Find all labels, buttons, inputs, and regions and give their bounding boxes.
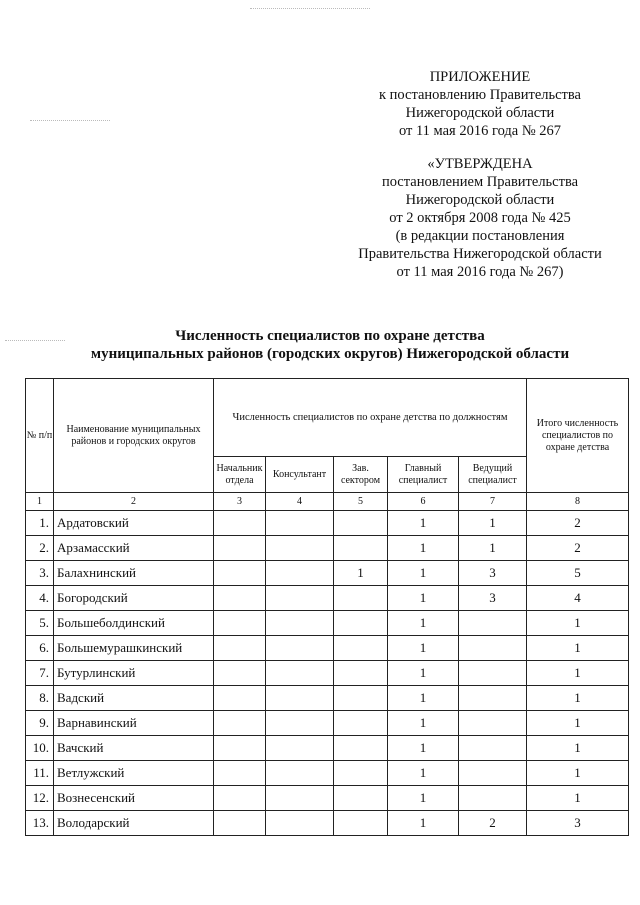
row-index: 3. [26, 561, 54, 586]
municipality-name: Богородский [54, 586, 214, 611]
cell-head-of-dept [214, 736, 266, 761]
cell-sector-head [334, 511, 388, 536]
cell-leading-specialist [459, 686, 527, 711]
municipality-name: Балахнинский [54, 561, 214, 586]
cell-leading-specialist [459, 761, 527, 786]
cell-sector-head [334, 536, 388, 561]
appendix-block [330, 68, 630, 140]
table-row [26, 786, 629, 811]
cell-sector-head [334, 636, 388, 661]
municipality-name: Большемурашкинский [54, 636, 214, 661]
cell-total: 3 [527, 811, 629, 836]
cell-head-of-dept [214, 611, 266, 636]
header-pos-head-of-dept: Начальник отдела [214, 457, 266, 493]
cell-total: 1 [527, 786, 629, 811]
table-row [26, 636, 629, 661]
cell-head-of-dept [214, 661, 266, 686]
cell-chief-specialist: 1 [388, 736, 459, 761]
cell-total: 1 [527, 711, 629, 736]
table-row [26, 611, 629, 636]
cell-consultant [266, 611, 334, 636]
cell-leading-specialist [459, 786, 527, 811]
header-pos-chief-specialist: Главный специалист [388, 457, 459, 493]
header-total: Итого численность специалистов по охране детства [527, 379, 629, 493]
appendix-line: от 11 мая 2016 года № 267 [398, 123, 562, 139]
scan-artifact [250, 8, 370, 10]
table-row [26, 736, 629, 761]
column-number: 8 [527, 493, 629, 511]
column-number: 1 [26, 493, 54, 511]
cell-sector-head [334, 611, 388, 636]
cell-chief-specialist: 1 [388, 636, 459, 661]
document-title [20, 327, 640, 363]
cell-consultant [266, 686, 334, 711]
cell-head-of-dept [214, 511, 266, 536]
row-index: 9. [26, 711, 54, 736]
column-number: 7 [459, 493, 527, 511]
cell-consultant [266, 636, 334, 661]
cell-total: 1 [527, 661, 629, 686]
title-line: муниципальных районов (городских округов) Нижегородской области [90, 346, 570, 362]
table-row [26, 511, 629, 536]
cell-head-of-dept [214, 761, 266, 786]
cell-leading-specialist: 3 [459, 561, 527, 586]
table-row [26, 686, 629, 711]
cell-head-of-dept [214, 536, 266, 561]
header-name: Наименование муниципальных районов и городских округов [54, 379, 214, 493]
approval-line: постановлением Правительства [381, 174, 579, 190]
municipality-name: Вачский [54, 736, 214, 761]
title-line: Численность специалистов по охране детства [175, 328, 485, 344]
municipality-name: Большеболдинский [54, 611, 214, 636]
table-row [26, 536, 629, 561]
cell-chief-specialist: 1 [388, 536, 459, 561]
cell-head-of-dept [214, 786, 266, 811]
table-row [26, 761, 629, 786]
appendix-heading: ПРИЛОЖЕНИЕ [429, 69, 531, 85]
cell-chief-specialist: 1 [388, 511, 459, 536]
municipality-name: Вознесенский [54, 786, 214, 811]
cell-chief-specialist: 1 [388, 661, 459, 686]
municipality-name: Володарский [54, 811, 214, 836]
appendix-line: Нижегородской области [405, 105, 555, 121]
cell-leading-specialist: 2 [459, 811, 527, 836]
cell-leading-specialist [459, 661, 527, 686]
cell-total: 1 [527, 761, 629, 786]
row-index: 7. [26, 661, 54, 686]
cell-total: 1 [527, 736, 629, 761]
cell-leading-specialist [459, 711, 527, 736]
row-index: 11. [26, 761, 54, 786]
cell-head-of-dept [214, 561, 266, 586]
table-row [26, 586, 629, 611]
cell-sector-head [334, 661, 388, 686]
column-number-row [26, 493, 629, 511]
cell-total: 1 [527, 611, 629, 636]
cell-consultant [266, 786, 334, 811]
approval-line: Нижегородской области [405, 192, 555, 208]
municipality-name: Ардатовский [54, 511, 214, 536]
municipality-name: Варнавинский [54, 711, 214, 736]
cell-head-of-dept [214, 636, 266, 661]
cell-total: 4 [527, 586, 629, 611]
row-index: 6. [26, 636, 54, 661]
cell-sector-head [334, 586, 388, 611]
table-row [26, 561, 629, 586]
cell-leading-specialist: 1 [459, 536, 527, 561]
cell-head-of-dept [214, 686, 266, 711]
table-row [26, 661, 629, 686]
cell-chief-specialist: 1 [388, 786, 459, 811]
row-index: 1. [26, 511, 54, 536]
approval-line: от 2 октября 2008 года № 425 [389, 210, 571, 226]
header-pos-leading-specialist: Ведущий специалист [459, 457, 527, 493]
approval-line: от 11 мая 2016 года № 267) [396, 264, 564, 280]
cell-consultant [266, 711, 334, 736]
column-number: 6 [388, 493, 459, 511]
municipality-name: Ветлужский [54, 761, 214, 786]
column-number: 3 [214, 493, 266, 511]
cell-chief-specialist: 1 [388, 811, 459, 836]
row-index: 2. [26, 536, 54, 561]
scan-artifact [30, 120, 110, 122]
cell-consultant [266, 586, 334, 611]
cell-consultant [266, 561, 334, 586]
row-index: 12. [26, 786, 54, 811]
municipality-name: Арзамасский [54, 536, 214, 561]
approval-heading: «УТВЕРЖДЕНА [427, 156, 533, 172]
cell-consultant [266, 761, 334, 786]
cell-chief-specialist: 1 [388, 586, 459, 611]
cell-head-of-dept [214, 711, 266, 736]
table-row [26, 811, 629, 836]
column-number: 2 [54, 493, 214, 511]
cell-consultant [266, 811, 334, 836]
cell-leading-specialist: 3 [459, 586, 527, 611]
cell-leading-specialist [459, 611, 527, 636]
approval-line: (в редакции постановления [395, 228, 565, 244]
cell-consultant [266, 511, 334, 536]
cell-leading-specialist: 1 [459, 511, 527, 536]
cell-leading-specialist [459, 736, 527, 761]
approval-block [330, 155, 630, 281]
column-number: 5 [334, 493, 388, 511]
column-number: 4 [266, 493, 334, 511]
cell-total: 2 [527, 536, 629, 561]
cell-chief-specialist: 1 [388, 711, 459, 736]
header-pos-sector-head: Зав. сектором [334, 457, 388, 493]
header-num: № п/п [26, 379, 54, 493]
cell-chief-specialist: 1 [388, 611, 459, 636]
row-index: 4. [26, 586, 54, 611]
row-index: 8. [26, 686, 54, 711]
municipality-name: Вадский [54, 686, 214, 711]
municipality-name: Бутурлинский [54, 661, 214, 686]
cell-head-of-dept [214, 811, 266, 836]
cell-sector-head [334, 711, 388, 736]
row-index: 13. [26, 811, 54, 836]
appendix-line: к постановлению Правительства [379, 87, 581, 103]
table-row [26, 711, 629, 736]
cell-consultant [266, 661, 334, 686]
cell-total: 1 [527, 636, 629, 661]
cell-sector-head [334, 761, 388, 786]
cell-sector-head [334, 736, 388, 761]
cell-sector-head [334, 686, 388, 711]
row-index: 5. [26, 611, 54, 636]
cell-head-of-dept [214, 586, 266, 611]
approval-line: Правительства Нижегородской области [358, 246, 602, 262]
staff-table [25, 378, 629, 836]
table-body [26, 493, 629, 836]
cell-leading-specialist [459, 636, 527, 661]
cell-consultant [266, 536, 334, 561]
cell-chief-specialist: 1 [388, 686, 459, 711]
cell-sector-head: 1 [334, 561, 388, 586]
cell-total: 5 [527, 561, 629, 586]
cell-total: 1 [527, 686, 629, 711]
cell-total: 2 [527, 511, 629, 536]
cell-sector-head [334, 786, 388, 811]
cell-chief-specialist: 1 [388, 561, 459, 586]
header-positions-group: Численность специалистов по охране детства по должностям [214, 379, 527, 457]
header-pos-consultant: Консультант [266, 457, 334, 493]
cell-consultant [266, 736, 334, 761]
cell-chief-specialist: 1 [388, 761, 459, 786]
row-index: 10. [26, 736, 54, 761]
cell-sector-head [334, 811, 388, 836]
